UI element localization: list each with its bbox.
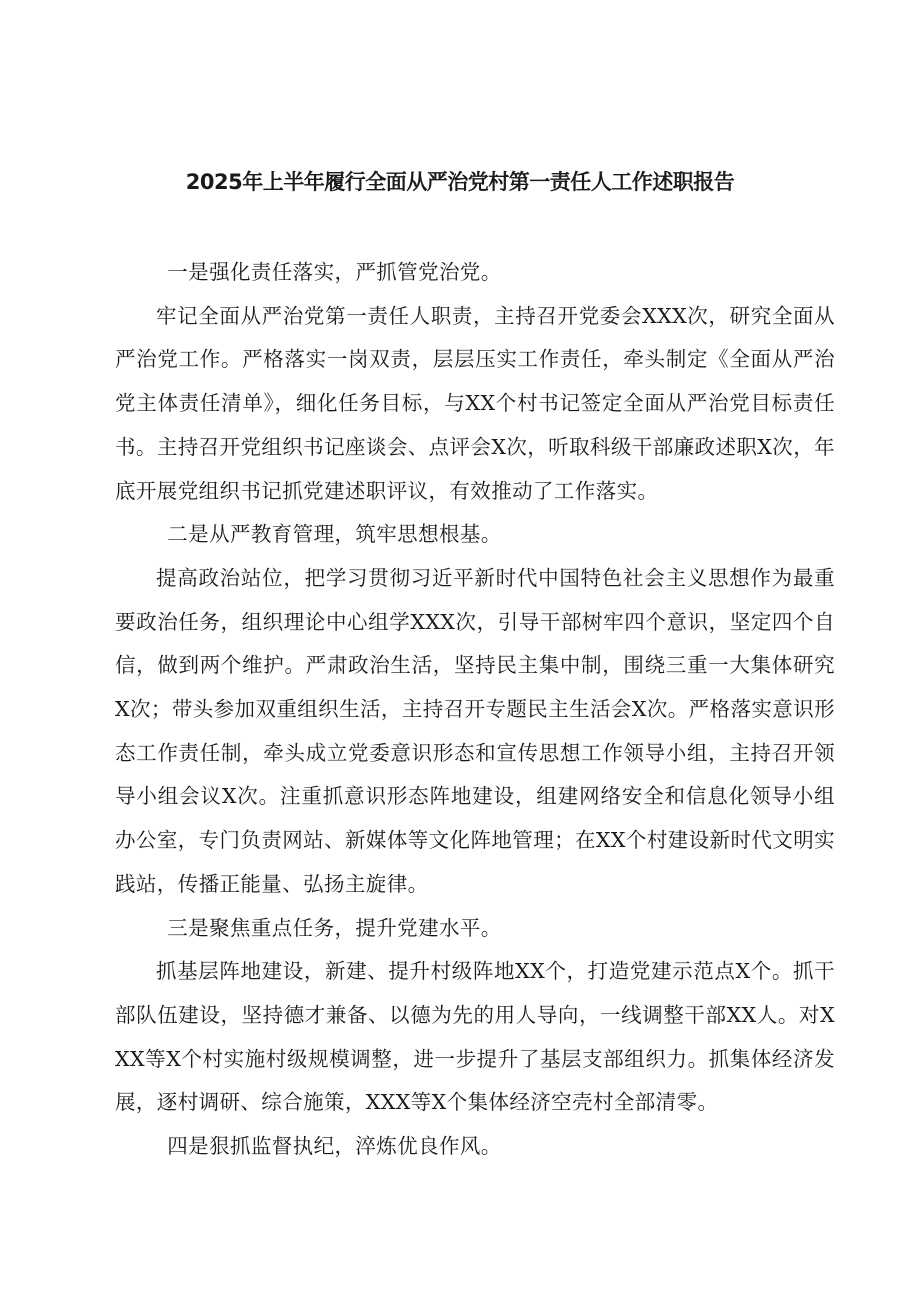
section-paragraph-2: 提高政治站位，把学习贯彻习近平新时代中国特色社会主义思想作为最重要政治任务，组织理论中心组学XXX次，引导干部树牢四个意识，坚定四个自信，做到两个维护。严肃政治生活，坚持民主集中制，围绕三重一大集体研究X次；带头参加双重组织生活，主持召开专题民主生活会X次。严格落实意识形态工作责任制，牵头成立党委意识形态和宣传思想工作领导小组，主持召开领导小组会议X次。注重抓意识形态阵地建设，组建网络安全和信息化领导小组办公室，专门负责网站、新媒体等文化阵地管理；在XX个村建设新时代文明实践站，传播正能量、弘扬主旋律。 bbox=[115, 565, 835, 896]
document-title: 2025年上半年履行全面从严治党村第一责任人工作述职报告 bbox=[185, 170, 735, 194]
section-heading-2: 二是从严教育管理，筑牢思想根基。 bbox=[167, 522, 502, 547]
section-paragraph-1: 牢记全面从严治党第一责任人职责，主持召开党委会XXX次，研究全面从严治党工作。严格落实一岗双责，层层压实工作责任，牵头制定《全面从严治党主体责任清单》，细化任务目标，与XX个村书记签定全面从严治党目标责任书。主持召开党组织书记座谈会、点评会X次，听取科级干部廉政述职X次，年底开展党组织书记抓党建述职评议，有效推动了工作落实。 bbox=[115, 303, 835, 503]
section-heading-3: 三是聚焦重点任务，提升党建水平。 bbox=[167, 915, 502, 940]
document-body bbox=[115, 251, 835, 1169]
section-heading-4: 四是狠抓监督执纪，淬炼优良作风。 bbox=[167, 1134, 502, 1159]
section-paragraph-3: 抓基层阵地建设，新建、提升村级阵地XX个，打造党建示范点X个。抓干部队伍建设，坚持德才兼备、以德为先的用人导向，一线调整干部XX人。对XXX等X个村实施村级规模调整，进一步提升了基层支部组织力。抓集体经济发展，逐村调研、综合施策，XXX等X个集体经济空壳村全部清零。 bbox=[115, 959, 835, 1115]
section-heading-1: 一是强化责任落实，严抓管党治党。 bbox=[167, 260, 502, 284]
